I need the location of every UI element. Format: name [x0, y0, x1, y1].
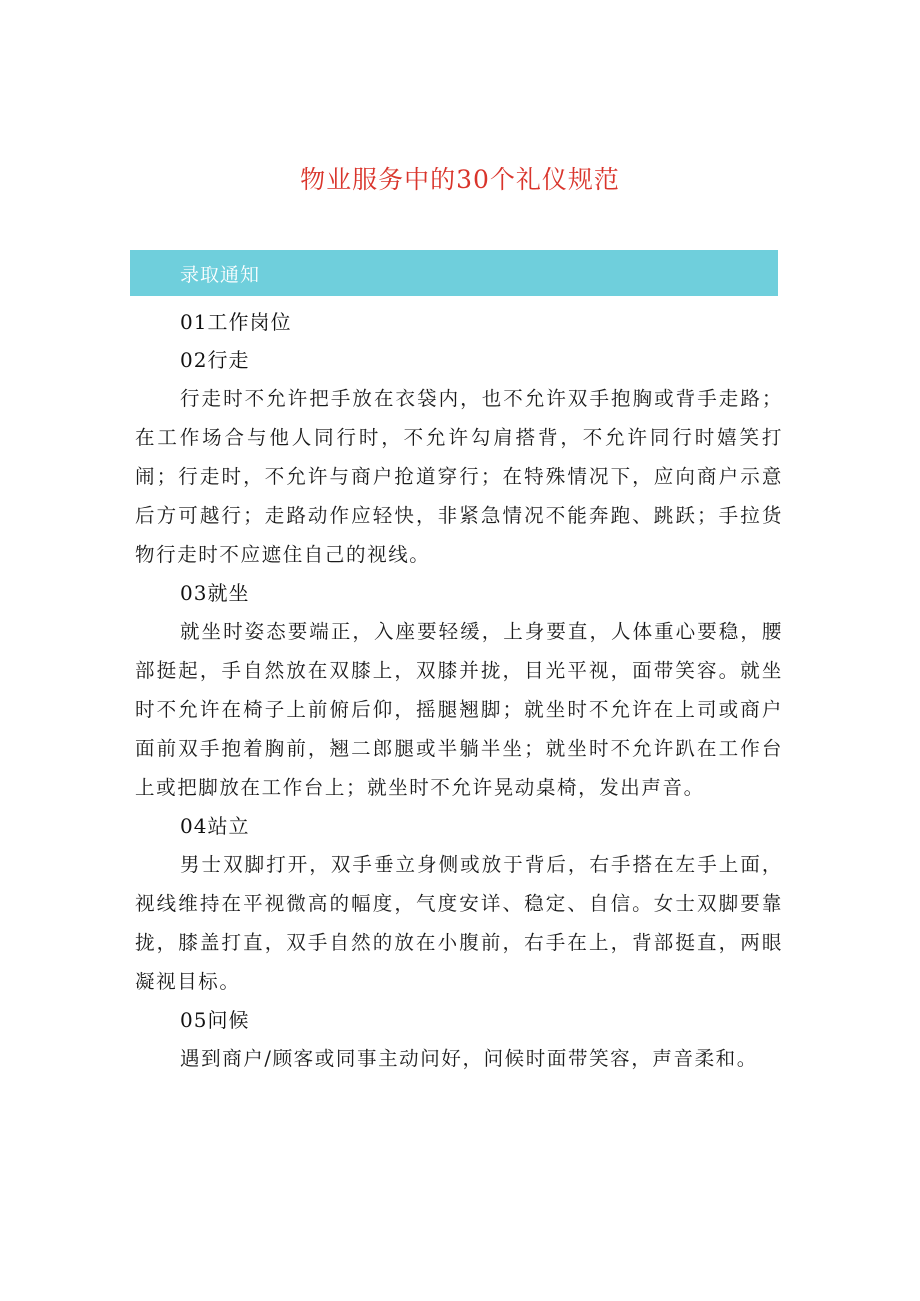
section-body-4: 男士双脚打开，双手垂立身侧或放于背后，右手搭在左手上面，视线维持在平视微高的幅度，气度安详、稳定、自信。女士双脚要靠拢，膝盖打直，双手自然的放在小腹前，右手在上，背部挺直，两眼凝视目标。 [135, 853, 783, 993]
section-body-5: 遇到商户/顾客或同事主动问好，问候时面带笑容，声音柔和。 [180, 1047, 758, 1070]
banner-label: 录取通知 [180, 263, 261, 286]
section-heading-1: 01工作岗位 [180, 310, 292, 334]
section-heading-2: 02行走 [180, 348, 250, 372]
section-heading-3: 03就坐 [180, 581, 250, 605]
section-heading-5: 05问候 [180, 1008, 250, 1032]
section-heading-4: 04站立 [180, 814, 250, 838]
section-body-2: 行走时不允许把手放在衣袋内，也不允许双手抱胸或背手走路；在工作场合与他人同行时，不允许勾肩搭背，不允许同行时嬉笑打闹；行走时，不允许与商户抢道穿行；在特殊情况下，应向商户示意后方可越行；走路动作应轻快，非紧急情况不能奔跑、跳跃；手拉货物行走时不应遮住自己的视线。 [135, 387, 783, 566]
document-content [135, 303, 783, 1078]
document-title: 物业服务中的30个礼仪规范 [300, 165, 620, 194]
section-body-3: 就坐时姿态要端正，入座要轻缓，上身要直，人体重心要稳，腰部挺起，手自然放在双膝上，双膝并拢，目光平视，面带笑容。就坐时不允许在椅子上前俯后仰，摇腿翘脚；就坐时不允许在上司或商户面前双手抱着胸前，翘二郎腿或半躺半坐；就坐时不允许趴在工作台上或把脚放在工作台上；就坐时不允许晃动桌椅，发出声音。 [135, 620, 783, 799]
section-banner [130, 250, 778, 296]
